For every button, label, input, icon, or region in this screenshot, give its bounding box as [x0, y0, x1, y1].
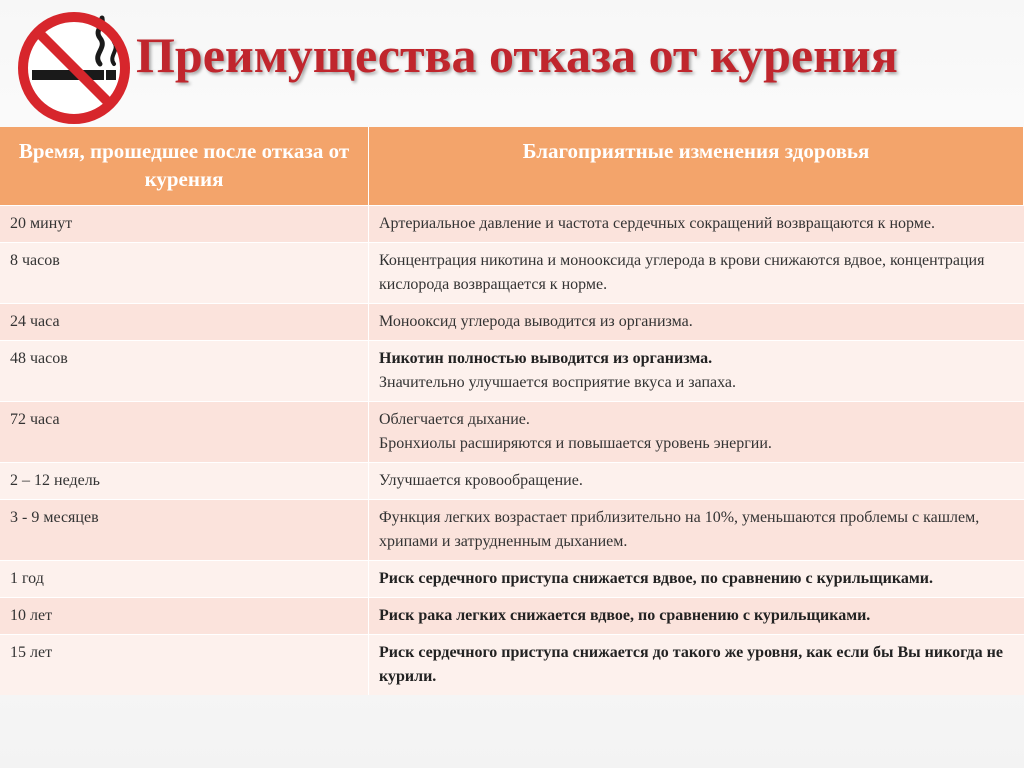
- time-cell: 72 часа: [0, 402, 369, 463]
- change-line: Монооксид углерода выводится из организма.: [379, 313, 693, 330]
- title-bar: [0, 0, 1024, 128]
- change-line: Никотин полностью выводится из организма.: [379, 350, 713, 367]
- header-changes: Благоприятные изменения здоровья: [369, 127, 1024, 206]
- benefits-table: [0, 127, 1024, 695]
- changes-cell: [369, 635, 1024, 696]
- changes-cell: [369, 598, 1024, 635]
- table-row: [0, 304, 1024, 341]
- table-row: [0, 463, 1024, 500]
- table-row: [0, 206, 1024, 243]
- no-smoking-icon: [14, 8, 134, 128]
- time-cell: 20 минут: [0, 206, 369, 243]
- time-cell: 8 часов: [0, 243, 369, 304]
- change-line: Риск сердечного приступа снижается вдвое, по сравнению с курильщиками.: [379, 570, 933, 587]
- change-line: Облегчается дыхание.: [379, 411, 530, 428]
- time-cell: 48 часов: [0, 341, 369, 402]
- table-row: [0, 561, 1024, 598]
- changes-cell: [369, 500, 1024, 561]
- table-row: [0, 635, 1024, 696]
- table-row: [0, 341, 1024, 402]
- change-line: Значительно улучшается восприятие вкуса и запаха.: [379, 374, 736, 391]
- changes-cell: [369, 243, 1024, 304]
- table-row: [0, 402, 1024, 463]
- change-line: Бронхиолы расширяются и повышается уровень энергии.: [379, 435, 772, 452]
- changes-cell: [369, 341, 1024, 402]
- time-cell: 3 - 9 месяцев: [0, 500, 369, 561]
- change-line: Риск рака легких снижается вдвое, по сравнению с курильщиками.: [379, 607, 871, 624]
- changes-cell: [369, 206, 1024, 243]
- changes-cell: [369, 304, 1024, 341]
- page-title: Преимущества отказа от курения: [136, 27, 898, 83]
- change-line: Риск сердечного приступа снижается до такого же уровня, как если бы Вы никогда не курили.: [379, 644, 1003, 685]
- changes-cell: [369, 402, 1024, 463]
- changes-cell: [369, 463, 1024, 500]
- change-line: Функция легких возрастает приблизительно на 10%, уменьшаются проблемы с кашлем, хрипами и затрудненным дыханием.: [379, 509, 980, 550]
- table-row: [0, 243, 1024, 304]
- time-cell: 10 лет: [0, 598, 369, 635]
- change-line: Улучшается кровообращение.: [379, 472, 583, 489]
- table-header-row: [0, 127, 1024, 206]
- time-cell: 2 – 12 недель: [0, 463, 369, 500]
- time-cell: 24 часа: [0, 304, 369, 341]
- table-row: [0, 500, 1024, 561]
- time-cell: 1 год: [0, 561, 369, 598]
- table-row: [0, 598, 1024, 635]
- change-line: Концентрация никотина и монооксида углерода в крови снижаются вдвое, концентрация кислорода возвращается к норме.: [379, 252, 985, 293]
- header-time: Время, прошедшее после отказа от курения: [0, 127, 369, 206]
- change-line: Артериальное давление и частота сердечных сокращений возвращаются к норме.: [379, 215, 935, 232]
- time-cell: 15 лет: [0, 635, 369, 696]
- changes-cell: [369, 561, 1024, 598]
